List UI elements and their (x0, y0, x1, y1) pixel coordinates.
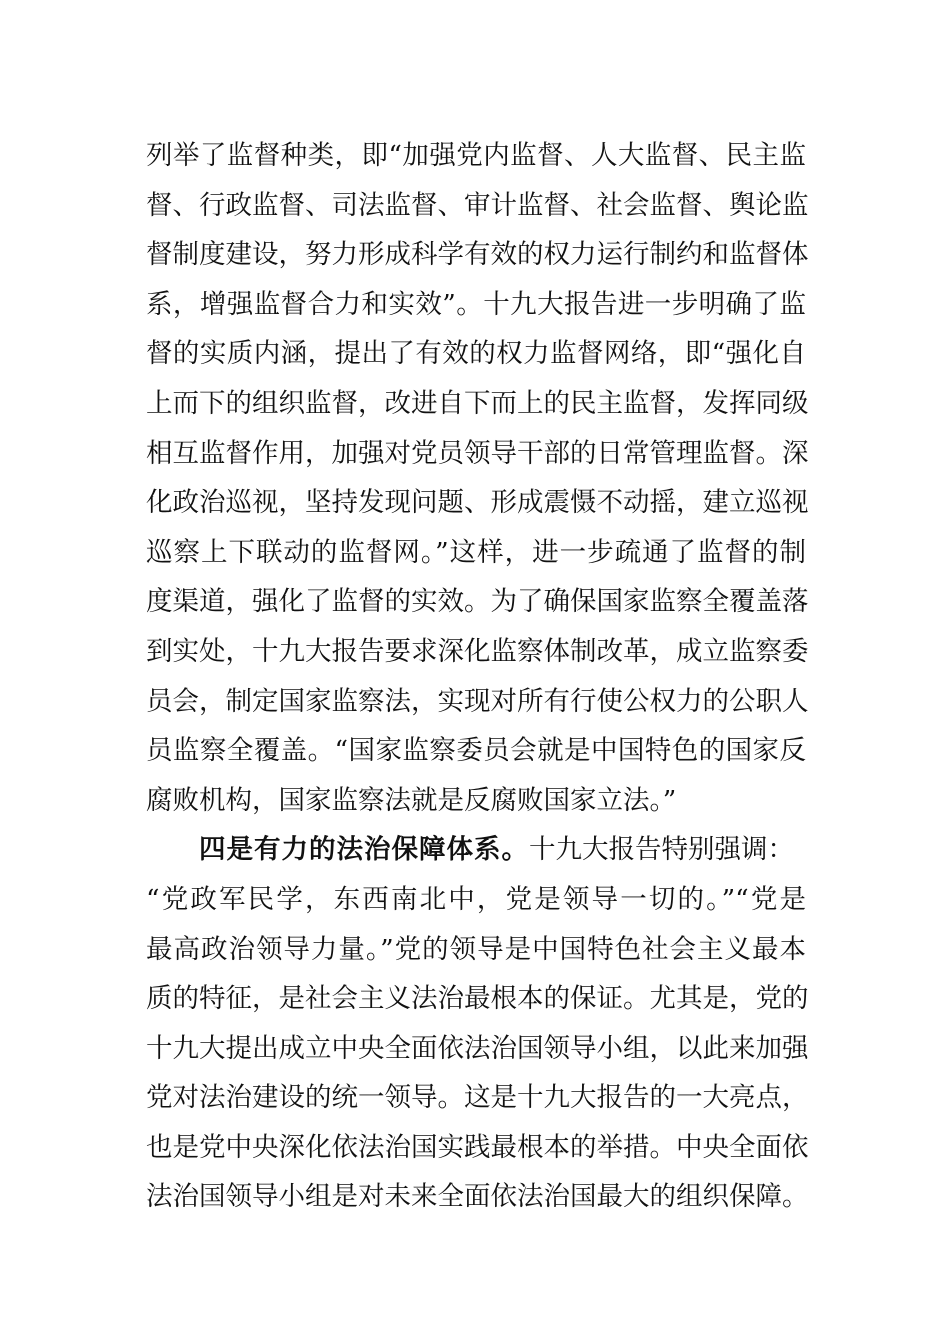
text-line: 系，增强监督合力和实效”。十九大报告进一步明确了监 (146, 288, 806, 320)
heading-continuation: 十九大报告特别强调： (529, 834, 794, 866)
paragraph-first-line (146, 825, 806, 875)
text-line: 也是党中央深化依法治国实践最根本的举措。中央全面依 (146, 1131, 809, 1163)
text-line: 督制度建设，努力形成科学有效的权力运行制约和监督体 (146, 239, 809, 271)
text-line: 到实处，十九大报告要求深化监察体制改革，成立监察委 (146, 635, 809, 667)
text-line: “党政军民学，东西南北中，党是领导一切的。”“党是 (146, 883, 806, 915)
paragraph-supervision-system (146, 131, 809, 825)
text-line: 腐败机构，国家监察法就是反腐败国家立法。” (146, 784, 677, 816)
text-line: 十九大提出成立中央全面依法治国领导小组，以此来加强 (146, 1032, 809, 1064)
section-heading: 四是有力的法治保障体系。 (199, 834, 529, 866)
text-line: 相互监督作用，加强对党员领导干部的日常管理监督。深 (146, 437, 809, 469)
text-line: 质的特征，是社会主义法治最根本的保证。尤其是，党的 (146, 983, 809, 1015)
text-line: 化政治巡视，坚持发现问题、形成震慑不动摇，建立巡视 (146, 487, 809, 519)
text-line: 列举了监督种类，即“加强党内监督、人大监督、民主监 (146, 140, 806, 171)
text-line: 员监察全覆盖。“国家监察委员会就是中国特色的国家反 (146, 735, 806, 767)
text-line: 上而下的组织监督，改进自下而上的民主监督，发挥同级 (146, 387, 809, 419)
paragraph-rule-of-law-guarantee (146, 825, 809, 1222)
text-line: 法治国领导小组是对未来全面依法治国最大的组织保障。 (146, 1181, 809, 1213)
text-line: 度渠道，强化了监督的实效。为了确保国家监察全覆盖落 (146, 586, 809, 618)
text-line: 巡察上下联动的监督网。”这样，进一步疏通了监督的制 (146, 536, 806, 568)
text-line: 最高政治领导力量。”党的领导是中国特色社会主义最本 (146, 933, 806, 965)
text-line: 员会，制定国家监察法，实现对所有行使公权力的公职人 (146, 685, 809, 717)
text-line: 党对法治建设的统一领导。这是十九大报告的一大亮点， (146, 1082, 809, 1114)
text-line: 督的实质内涵，提出了有效的权力监督网络，即“强化自 (146, 338, 806, 370)
text-line: 督、行政监督、司法监督、审计监督、社会监督、舆论监 (146, 189, 809, 221)
document-body (146, 131, 809, 1222)
